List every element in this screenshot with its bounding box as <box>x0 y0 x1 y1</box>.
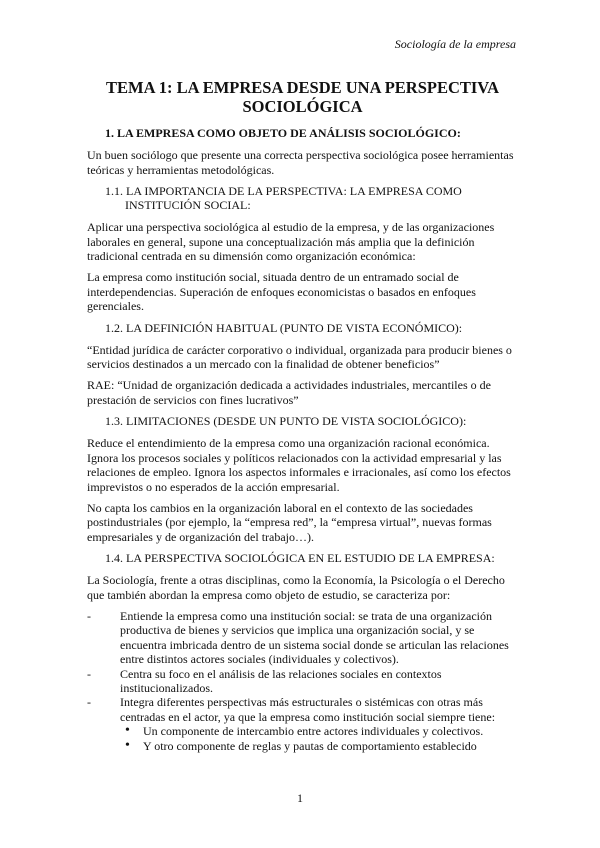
paragraph: Reduce el entendimiento de la empresa como una organización racional económica. Ignora los procesos sociales y políticos relacionados con la actividad empresarial y las relaciones de empleo. Ignora los aspectos informales e irracionales, así como los efectos imprevistos o no esperados de la acción empresarial. <box>87 436 511 494</box>
paragraph: No capta los cambios en la organización laboral en el contexto de las sociedades postindustriales (por ejemplo, la “empresa red”, la “empresa virtual”, nuevas formas empresariales y de organización del trabajo…). <box>87 500 492 544</box>
subsection-heading-line: 1.1. LA IMPORTANCIA DE LA PERSPECTIVA: LA EMPRESA COMO <box>105 184 462 199</box>
running-header: Sociología de la empresa <box>394 37 516 51</box>
list-item <box>120 695 518 753</box>
list-item: - Centra su foco en el análisis de las relaciones sociales en contextos institucionalizados. <box>120 667 518 696</box>
quote-definition: “Entidad jurídica de carácter corporativo o individual, organizada para producir bienes o servicios destinados a un mercado con la finalidad de obtener beneficios” <box>87 342 512 372</box>
section-heading: 1. LA EMPRESA COMO OBJETO DE ANÁLISIS SOCIOLÓGICO: <box>105 126 461 140</box>
paragraph: La Sociología, frente a otras disciplinas, como la Economía, la Psicología o el Derecho que también abordan la empresa como objeto de estudio, se caracteriza por: <box>87 573 505 602</box>
subsection-heading-1-3: 1.3. LIMITACIONES (DESDE UN PUNTO DE VISTA SOCIOLÓGICO): <box>105 414 467 429</box>
page-content <box>87 78 518 753</box>
document-title: TEMA 1: LA EMPRESA DESDE UNA PERSPECTIVA SOCIOLÓGICA <box>105 78 500 116</box>
characteristics-list <box>87 609 518 753</box>
paragraph: Aplicar una perspectiva sociológica al estudio de la empresa, y de las organizaciones laborales en general, supone una conceptualización más amplia que la definición tradicional centrada en su dimensión como organización económica: <box>87 220 495 264</box>
section-intro: Un buen sociólogo que presente una correcta perspectiva sociológica posee herramientas teóricas y herramientas metodológicas. <box>87 148 514 177</box>
list-item: - Entiende la empresa como una institución social: se trata de una organización productiva de bienes y servicios que implica una organización social, y se encuentra imbricada dentro de un sistema social donde se articulan las relaciones entre distintos actores sociales (individuales y colectivos). <box>120 609 518 667</box>
page-number: 1 <box>297 791 303 805</box>
subsection-heading-1-4: 1.4. LA PERSPECTIVA SOCIOLÓGICA EN EL ESTUDIO DE LA EMPRESA: <box>105 551 495 566</box>
bullet-item: • Un componente de intercambio entre actores individuales y colectivos. <box>143 724 518 738</box>
bullet-item: • Y otro componente de reglas y pautas de comportamiento establecido <box>143 739 518 753</box>
subsection-heading-1-2: 1.2. LA DEFINICIÓN HABITUAL (PUNTO DE VISTA ECONÓMICO): <box>105 320 463 335</box>
list-item-text: Integra diferentes perspectivas más estructurales o sistémicas con otras más centradas en el actor, ya que la empresa como institución social siempre tiene: <box>120 695 496 724</box>
paragraph: La empresa como institución social, situada dentro de un entramado social de interdependencias. Superación de enfoques economicistas o basados en enfoques gerenciales. <box>87 270 476 314</box>
subsection-heading-1-1 <box>87 184 518 212</box>
subsection-heading-line: INSTITUCIÓN SOCIAL: <box>125 198 251 213</box>
quote-rae: RAE: “Unidad de organización dedicada a actividades industriales, mercantiles o de prestación de servicios con fines lucrativos” <box>87 378 491 407</box>
bullet-list <box>120 724 518 753</box>
